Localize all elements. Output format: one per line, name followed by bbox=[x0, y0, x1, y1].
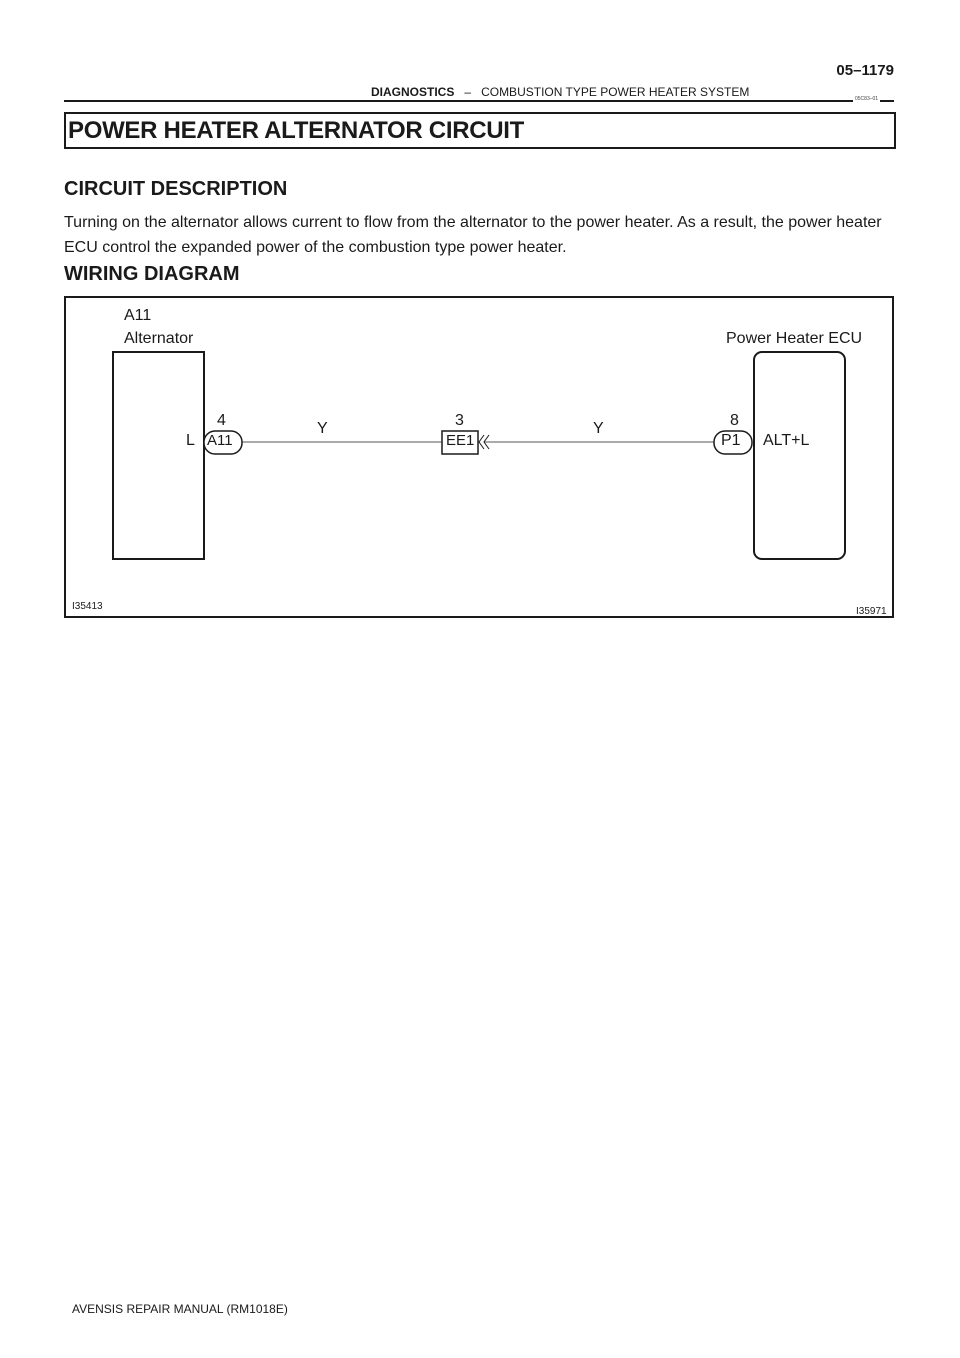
alternator-code-label: A11 bbox=[124, 307, 152, 324]
header-rule bbox=[64, 100, 894, 102]
wire-color-label-2: Y bbox=[593, 420, 604, 437]
alternator-terminal-label: L bbox=[186, 432, 195, 449]
ecu-terminal-label: ALT+L bbox=[763, 432, 810, 449]
figure-id-right: I35971 bbox=[856, 606, 887, 617]
connector-p1-name: P1 bbox=[721, 432, 741, 449]
wiring-diagram-heading: WIRING DIAGRAM bbox=[64, 263, 240, 285]
ecu-name-label: Power Heater ECU bbox=[726, 330, 863, 347]
connector-ee1-name: EE1 bbox=[446, 432, 475, 449]
figure-id-left: I35413 bbox=[72, 601, 103, 612]
document-code: 05C83–01 bbox=[855, 96, 879, 102]
wire-color-label-1: Y bbox=[317, 420, 328, 437]
header-section bbox=[371, 85, 749, 99]
connector-ee1-pin: 3 bbox=[455, 412, 464, 429]
circuit-description-heading: CIRCUIT DESCRIPTION bbox=[64, 178, 288, 200]
alternator-box bbox=[113, 352, 204, 559]
connector-a11-pin: 4 bbox=[217, 412, 226, 429]
footer-manual-name: AVENSIS REPAIR MANUAL (RM1018E) bbox=[72, 1302, 288, 1316]
page-title: POWER HEATER ALTERNATOR CIRCUIT bbox=[64, 112, 896, 149]
circuit-description-text: Turning on the alternator allows current to flow from the alternator to the power heater. As a result, the power heater ECU control the expanded power of the combustion type power heater. bbox=[64, 214, 882, 256]
header-separator: – bbox=[464, 85, 472, 99]
wiring-diagram bbox=[64, 296, 894, 618]
alternator-name-label: Alternator bbox=[124, 330, 194, 347]
connector-a11-name: A11 bbox=[207, 432, 233, 449]
ecu-box bbox=[754, 352, 845, 559]
section-name: DIAGNOSTICS bbox=[371, 85, 455, 99]
page-number: 05–1179 bbox=[836, 62, 894, 79]
subsection-name: COMBUSTION TYPE POWER HEATER SYSTEM bbox=[481, 85, 750, 99]
connector-p1-pin: 8 bbox=[730, 412, 739, 429]
